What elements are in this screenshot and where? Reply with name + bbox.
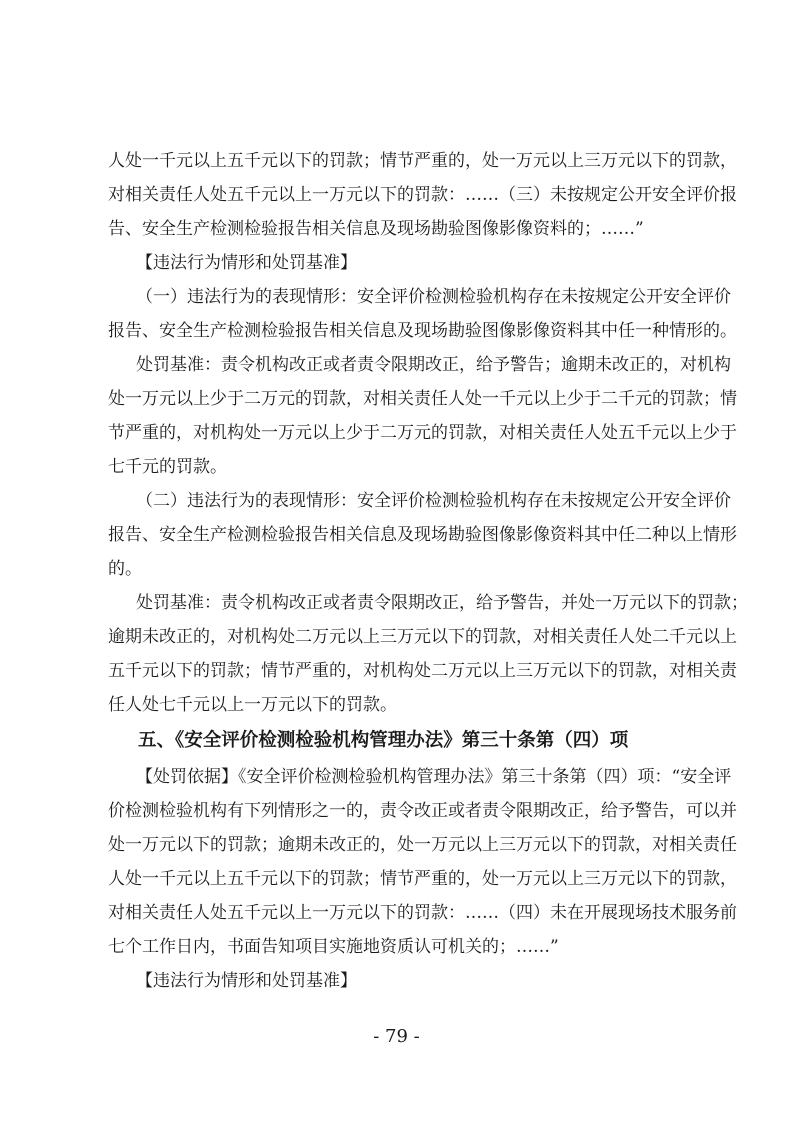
paragraph-subheading-2 [108,964,698,998]
text-line: 对相关责任人处五千元以上一万元以下的罚款：……（三）未按规定公开安全评价报 [108,185,737,205]
text-line: 价检测检验机构有下列情形之一的，责令改正或者责令限期改正，给予警告，可以并 [108,801,737,821]
text-line: 处一万元以上少于二万元的罚款，对相关责任人处一千元以上少于二千元的罚款；情 [108,389,737,409]
text-line: 五千元以下的罚款；情节严重的，对机构处二万元以上三万元以下的罚款，对相关责 [108,661,737,681]
text-line: （一）违法行为的表现情形：安全评价检测检验机构存在未按规定公开安全评价 [136,287,731,307]
text-line: 报告、安全生产检测检验报告相关信息及现场勘验图像影像资料其中任一种情形的。 [108,321,737,341]
text-line: 任人处七千元以上一万元以下的罚款。 [108,695,397,715]
paragraph-penalty-standard-two [108,586,748,722]
paragraph-situation-one [108,280,737,348]
paragraph-subheading [108,246,698,280]
paragraph-situation-two [108,484,737,586]
text-line: 节严重的，对机构处一万元以上少于二万元的罚款，对相关责任人处五千元以上少于 [108,423,737,443]
text-line: 对相关责任人处五千元以上一万元以下的罚款：……（四）未在开展现场技术服务前 [108,903,737,923]
text-line: 的。 [108,559,142,579]
text-line: 七个工作日内，书面告知项目实施地资质认可机关的；……” [108,937,559,957]
text-line: （二）违法行为的表现情形：安全评价检测检验机构存在未按规定公开安全评价 [136,491,731,511]
text-line: 【处罚依据】《安全评价检测检验机构管理办法》第三十条第（四）项：“安全评 [136,767,732,787]
text-line: 处罚基准：责令机构改正或者责令限期改正，给予警告；逾期未改正的，对机构 [136,355,731,375]
text-line: 告、安全生产检测检验报告相关信息及现场勘验图像影像资料的；……” [108,219,644,239]
paragraph-penalty-basis [108,760,737,964]
section-heading: 五、《安全评价检测检验机构管理办法》第三十条第（四）项 [138,730,629,751]
subheading-line: 【违法行为情形和处罚基准】 [136,971,357,991]
text-line: 处一万元以下的罚款；逾期未改正的，处一万元以上三万元以下的罚款，对相关责任 [108,835,737,855]
text-line: 逾期未改正的，对机构处二万元以上三万元以下的罚款，对相关责任人处二千元以上 [108,627,737,647]
text-line: 人处一千元以上五千元以下的罚款；情节严重的，处一万元以上三万元以下的罚款， [108,869,737,889]
text-line: 报告、安全生产检测检验报告相关信息及现场勘验图像影像资料其中任二种以上情形 [108,525,737,545]
document-body [108,144,748,998]
text-line: 处罚基准：责令机构改正或者责令限期改正，给予警告，并处一万元以下的罚款； [136,593,748,613]
page-number: - 79 - [373,1026,420,1047]
text-line: 人处一千元以上五千元以下的罚款；情节严重的，处一万元以上三万元以下的罚款， [108,151,737,171]
paragraph-penalty-basis-continued [108,144,737,246]
paragraph-penalty-standard-one [108,348,737,484]
text-line: 七千元的罚款。 [108,457,227,477]
subheading-line: 【违法行为情形和处罚基准】 [136,253,357,273]
